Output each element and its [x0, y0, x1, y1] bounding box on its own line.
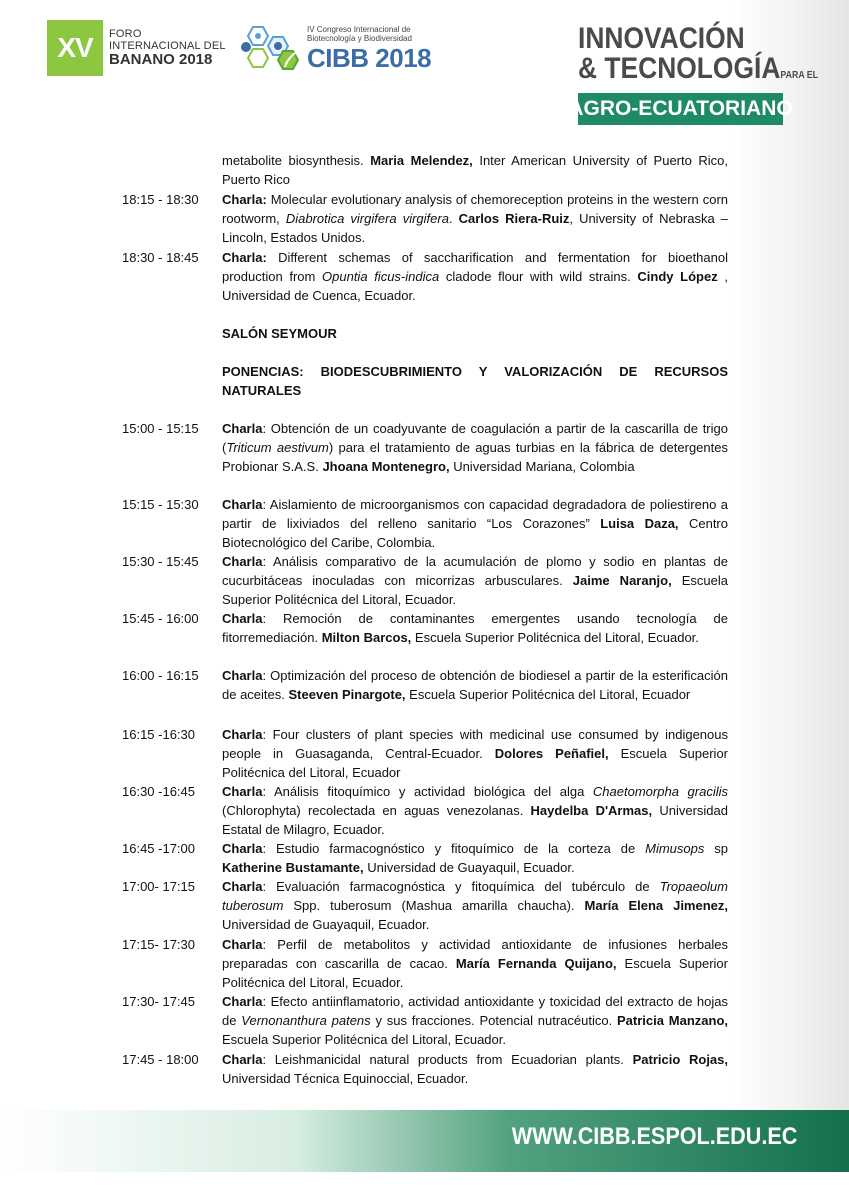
entry-author: María Elena Jimenez,	[584, 898, 729, 913]
entry-desc	[222, 1050, 728, 1088]
entry-author: Cindy López	[637, 269, 718, 284]
entry-time: 15:45 - 16:00	[122, 611, 199, 626]
entry-author: Luisa Daza,	[600, 516, 679, 531]
entry-affiliation: Universidad de Guayaquil, Ecuador.	[363, 860, 575, 875]
schedule-entry	[122, 419, 728, 476]
entry-text-mid: cladode flour with wild strains.	[439, 269, 638, 284]
entry-species: Vernonanthura patens	[241, 1013, 371, 1028]
innov-line2-text: & TECNOLOGÍA	[578, 52, 781, 85]
schedule-entry	[122, 495, 728, 552]
cibb-line2: Biotecnología y Biodiversidad	[307, 34, 412, 43]
entry-time: 15:00 - 15:15	[122, 421, 199, 436]
schedule-entry	[122, 1050, 728, 1088]
entry-author: Patricio Rojas,	[632, 1052, 728, 1067]
entry-text-mid: ) para el tratamiento de aguas turbias en la fábrica de detergentes Probionar S.A.S.	[222, 440, 728, 474]
entry-affiliation: Escuela Superior Politécnica del Litoral, Ecuador.	[222, 1032, 506, 1047]
entry-time: 18:30 - 18:45	[122, 250, 199, 265]
entry-desc	[222, 495, 728, 552]
entry-time: 17:45 - 18:00	[122, 1052, 199, 1067]
entry-label: Charla	[222, 994, 263, 1009]
entry-species: Opuntia ficus-indica	[322, 269, 440, 284]
entry-label: Charla	[222, 937, 263, 952]
entry-text: Different schemas of saccharification and fermentation for bioethanol production from	[222, 250, 728, 284]
entry-affiliation: Inter American University of Puerto Rico, Puerto Rico	[222, 153, 729, 187]
entry-text: : Perfil de metabolitos y actividad antioxidante de infusiones herbales preparadas con cascarilla de cacao.	[222, 937, 728, 971]
entry-text: : Aislamiento de microorganismos con capacidad degradadora de poliestireno a partir de lixiviados del relleno sanitario “Los Corazones”	[222, 497, 728, 531]
entry-author: Jaime Naranjo,	[572, 573, 672, 588]
entry-affiliation: Escuela Superior Politécnica del Litoral, Ecuador.	[222, 573, 728, 607]
cibb-line1: IV Congreso Internacional de	[307, 25, 411, 34]
entry-desc	[222, 151, 728, 189]
entry-text: Molecular evolutionary analysis of chemoreception proteins in the western corn rootworm,	[222, 192, 728, 226]
schedule-entry	[122, 248, 728, 305]
entry-desc	[222, 419, 728, 476]
entry-text: metabolite biosynthesis.	[222, 153, 371, 168]
entry-text: : Leishmanicidal natural products from Ecuadorian plants.	[262, 1052, 633, 1067]
entry-affiliation: Universidad de Guayaquil, Ecuador.	[222, 917, 430, 932]
entry-desc	[222, 190, 728, 247]
schedule-entry	[122, 839, 728, 877]
schedule-entry	[122, 609, 728, 647]
innov-line1: INNOVACIÓN	[578, 22, 745, 55]
entry-desc	[222, 609, 728, 647]
entry-text-mid: Spp. tuberosum (Mashua amarilla chaucha).	[283, 898, 585, 913]
entry-time: 16:45 -17:00	[122, 841, 196, 856]
entry-time: 17:00- 17:15	[122, 879, 196, 894]
innov-line3-banner: AGRO-ECUATORIANO	[578, 93, 783, 125]
entry-author: Haydelba D'Armas,	[530, 803, 653, 818]
schedule-entry	[122, 782, 728, 839]
cibb-logo-text	[307, 25, 431, 73]
foro-logo-text	[109, 28, 226, 68]
entry-label: Charla:	[222, 250, 267, 265]
entry-text-mid: (Chlorophyta) recolectada en aguas venezolanas.	[222, 803, 531, 818]
entry-author: Patricia Manzano,	[617, 1013, 729, 1028]
innov-small: PARA EL	[780, 70, 819, 81]
entry-label: Charla	[222, 554, 263, 569]
foro-banano-logo	[47, 20, 226, 76]
entry-author: Katherine Bustamante,	[222, 860, 364, 875]
entry-desc	[222, 992, 728, 1049]
entry-desc	[222, 877, 728, 934]
entry-label: Charla	[222, 841, 263, 856]
entry-author: Maria Melendez,	[370, 153, 473, 168]
entry-author: Carlos Riera-Ruiz	[458, 211, 570, 226]
entry-label: Charla	[222, 611, 263, 626]
entry-time: 15:15 - 15:30	[122, 497, 199, 512]
entry-affiliation: Universidad Técnica Equinoccial, Ecuador.	[222, 1071, 469, 1086]
entry-species: Mimusops	[645, 841, 705, 856]
entry-desc	[222, 552, 728, 609]
entry-text-mid: sp	[704, 841, 729, 856]
entry-author: Dolores Peñafiel,	[494, 746, 609, 761]
entry-text: : Evaluación farmacognóstica y fitoquímica del tubérculo de	[262, 879, 660, 894]
ponencias-heading: PONENCIAS: BIODESCUBRIMIENTO Y VALORIZACIÓN DE RECURSOS NATURALES	[222, 364, 728, 398]
entry-affiliation: Escuela Superior Politécnica del Litoral, Ecuador.	[222, 956, 728, 990]
entry-desc	[222, 782, 728, 839]
foro-line1: FORO	[109, 28, 142, 40]
entry-text: : Obtención de un coadyuvante de coagulación a partir de la cascarilla de trigo (	[222, 421, 728, 455]
entry-text: : Estudio farmacognóstico y fitoquímico de la corteza de	[262, 841, 646, 856]
entry-affiliation: , Universidad de Cuenca, Ecuador.	[222, 269, 728, 303]
entry-desc	[222, 248, 728, 305]
schedule-entry	[122, 877, 728, 934]
entry-affiliation: Universidad Estatal de Milagro, Ecuador.	[222, 803, 728, 837]
entry-affiliation: Centro Biotecnológico del Caribe, Colombia.	[222, 516, 728, 550]
entry-desc	[222, 666, 728, 704]
entry-label: Charla	[222, 784, 263, 799]
schedule-entry	[122, 935, 728, 992]
schedule-entry	[122, 992, 728, 1049]
entry-text: : Optimización del proceso de obtención de biodiesel a partir de la esterificación de aceites.	[222, 668, 728, 702]
entry-text: : Efecto antiinflamatorio, actividad antioxidante y toxicidad del extracto de hojas de	[222, 994, 728, 1028]
molecule-icon	[237, 23, 303, 75]
entry-label: Charla	[222, 421, 263, 436]
entry-time: 16:30 -16:45	[122, 784, 196, 799]
entry-species: Chaetomorpha gracilis	[592, 784, 728, 799]
entry-author: Milton Barcos,	[321, 630, 412, 645]
entry-time: 17:30- 17:45	[122, 994, 196, 1009]
entry-label: Charla:	[222, 192, 267, 207]
foro-line2: INTERNACIONAL DEL	[109, 40, 226, 52]
entry-species: Tropaeolum tuberosum	[222, 879, 728, 913]
entry-label: Charla	[222, 497, 263, 512]
entry-species: Diabrotica virgifera virgifera	[285, 211, 449, 226]
salon-heading: SALÓN SEYMOUR	[222, 326, 337, 341]
xv-badge: XV	[47, 20, 103, 76]
right-gradient-band	[729, 0, 849, 1110]
schedule-entry	[122, 666, 728, 704]
entry-species: Triticum aestivum	[226, 440, 329, 455]
entry-desc	[222, 725, 728, 782]
entry-text-mid: .	[448, 211, 459, 226]
entry-desc	[222, 839, 728, 877]
schedule-entry	[122, 725, 728, 782]
entry-label: Charla	[222, 727, 263, 742]
entry-time: 18:15 - 18:30	[122, 192, 199, 207]
entry-time: 16:00 - 16:15	[122, 668, 199, 683]
entry-affiliation: Escuela Superior Politécnica del Litoral, Ecuador.	[411, 630, 699, 645]
foro-line3: BANANO 2018	[109, 51, 213, 68]
entry-author: Steeven Pinargote,	[288, 687, 406, 702]
entry-label: Charla	[222, 668, 263, 683]
entry-label: Charla	[222, 879, 263, 894]
schedule-entry	[122, 552, 728, 609]
entry-text: : Análisis comparativo de la acumulación de plomo y sodio en plantas de cucurbitáceas inoculadas con micorrizas arbusculares.	[222, 554, 728, 588]
entry-desc	[222, 935, 728, 992]
entry-affiliation: Escuela Superior Politécnica del Litoral, Ecuador	[405, 687, 691, 702]
entry-author: María Fernanda Quijano,	[455, 956, 617, 971]
entry-affiliation: Escuela Superior Politécnica del Litoral, Ecuador	[222, 746, 728, 780]
schedule-entry	[122, 151, 728, 189]
entry-affiliation: , University of Nebraska – Lincoln, Estados Unidos.	[222, 211, 728, 245]
entry-label: Charla	[222, 1052, 263, 1067]
entry-time: 17:15- 17:30	[122, 937, 196, 952]
entry-author: Jhoana Montenegro,	[322, 459, 450, 474]
entry-affiliation: Universidad Mariana, Colombia	[449, 459, 635, 474]
entry-text: : Análisis fitoquímico y actividad biológica del alga	[262, 784, 593, 799]
cibb-logo	[237, 22, 431, 76]
innov-line2	[578, 52, 819, 91]
entry-text-mid: y sus fracciones. Potencial nutracéutico.	[370, 1013, 617, 1028]
entry-time: 16:15 -16:30	[122, 727, 196, 742]
innovacion-logo	[568, 22, 819, 125]
cibb-main: CIBB 2018	[307, 43, 432, 73]
schedule-entry	[122, 190, 728, 247]
entry-text: : Four clusters of plant species with medicinal use consumed by indigenous people in Guasaganda, Central-Ecuador.	[222, 727, 728, 761]
footer-url: WWW.CIBB.ESPOL.EDU.EC	[511, 1123, 797, 1150]
entry-time: 15:30 - 15:45	[122, 554, 199, 569]
entry-text: : Remoción de contaminantes emergentes usando tecnología de fitorremediación.	[222, 611, 728, 645]
